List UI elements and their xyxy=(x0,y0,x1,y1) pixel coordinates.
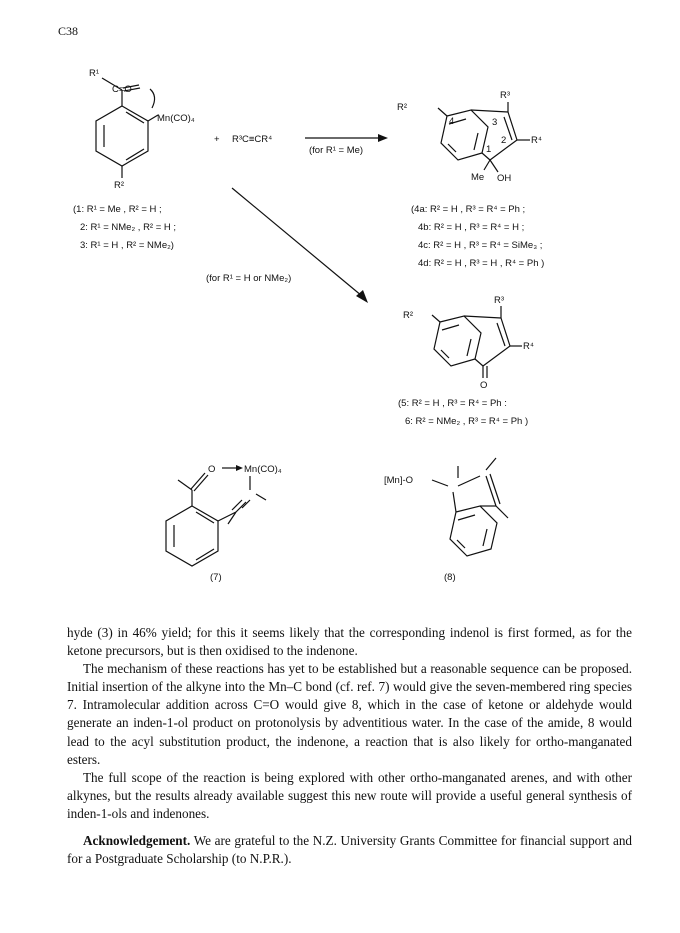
indenol-r3-label: R³ xyxy=(500,90,511,101)
intermediate-7-structure xyxy=(166,465,266,566)
start-r1-label: R¹ xyxy=(89,68,100,79)
indenone-o-label: O xyxy=(480,380,488,391)
start-r2-label: R² xyxy=(114,180,125,191)
indenol-r4-label: R⁴ xyxy=(531,135,542,146)
indenol-me-label: Me xyxy=(471,172,485,183)
start-compound-1: (1: R¹ = Me , R² = H ; xyxy=(73,204,162,215)
indenol-oh-label: OH xyxy=(497,173,512,184)
indenol-r2-label: R² xyxy=(397,102,408,113)
article-body xyxy=(67,624,632,868)
indenol-compound-4a: (4a: R² = H , R³ = R⁴ = Ph ; xyxy=(411,204,526,215)
indenol-position-3: 3 xyxy=(492,117,498,128)
indenone-r3-label: R³ xyxy=(494,295,505,306)
paragraph-3: The full scope of the reaction is being explored with other ortho-manganated arenes, and with other alkynes, but the results already available suggest this new route will provide a useful general synthesis of inden-1-ols and indenones. xyxy=(67,769,632,821)
start-mn-label: Mn(CO)₄ xyxy=(157,113,195,124)
page-number: C38 xyxy=(58,24,79,38)
indenone-compound-5: (5: R² = H , R³ = R⁴ = Ph : xyxy=(398,398,507,409)
indenol-position-2: 2 xyxy=(501,135,507,146)
indenone-r2-label: R² xyxy=(403,310,414,321)
indenol-compound-4c: 4c: R² = H , R³ = R⁴ = SiMe₃ ; xyxy=(418,240,543,251)
plus-sign: + xyxy=(214,134,220,145)
indenol-compound-4b: 4b: R² = H , R³ = R⁴ = H ; xyxy=(418,222,525,233)
start-compound-3: 3: R¹ = H , R² = NMe₂) xyxy=(80,240,174,251)
intermediate-7-caption: (7) xyxy=(210,572,222,583)
intermediate-7-o-label: O xyxy=(208,464,216,475)
start-compound-2: 2: R¹ = NMe₂ , R² = H ; xyxy=(80,222,177,233)
indenol-position-1: 1 xyxy=(486,144,492,155)
condition-top: (for R¹ = Me) xyxy=(309,145,364,156)
paragraph-2: The mechanism of these reactions has yet to be established but a reasonable sequence can be proposed. Initial insertion of the alkyne into the Mn–C bond (cf. ref. 7) would give the seven-membered ring species 7. Intramolecular addition across C=O would give 8, which in the case of ketone or aldehyde would generate an inden-1-ol product on protonolysis by adventitious water. In the case of the amide, 8 would lead to the acyl substitution product, the indenone, a reaction that is also likely for ortho-manganated esters. xyxy=(67,661,632,767)
acknowledgement-body: We are grateful to the N.Z. University Grants Committee for financial support and for a Postgraduate Scholarship (to N.P.R.). xyxy=(67,833,633,867)
indenone-compound-6: 6: R² = NMe₂ , R³ = R⁴ = Ph ) xyxy=(405,416,529,427)
indenone-r4-label: R⁴ xyxy=(523,341,534,352)
alkyne-label: R³C≡CR⁴ xyxy=(232,134,273,145)
intermediate-7-mn-label: Mn(CO)₄ xyxy=(244,464,282,475)
intermediate-8-mn-label: [Mn]-O xyxy=(384,475,414,486)
indenol-position-4: 4 xyxy=(449,116,455,127)
acknowledgement xyxy=(67,832,632,868)
indenol-compound-4d: 4d: R² = H , R³ = H , R⁴ = Ph ) xyxy=(418,258,545,269)
indenol-structure xyxy=(438,102,530,172)
paragraph-1: hyde (3) in 46% yield; for this it seems likely that the corresponding indenol is first formed, as for the ketone precursors, but is then oxidised to the indenone. xyxy=(67,625,632,659)
intermediate-8-caption: (8) xyxy=(444,572,456,583)
condition-bottom: (for R¹ = H or NMe₂) xyxy=(206,273,292,284)
intermediate-8-structure xyxy=(432,458,508,556)
indenone-structure xyxy=(432,306,522,378)
start-carbonyl-label: C=O xyxy=(112,84,132,95)
acknowledgement-heading: Acknowledgement. xyxy=(83,833,191,849)
